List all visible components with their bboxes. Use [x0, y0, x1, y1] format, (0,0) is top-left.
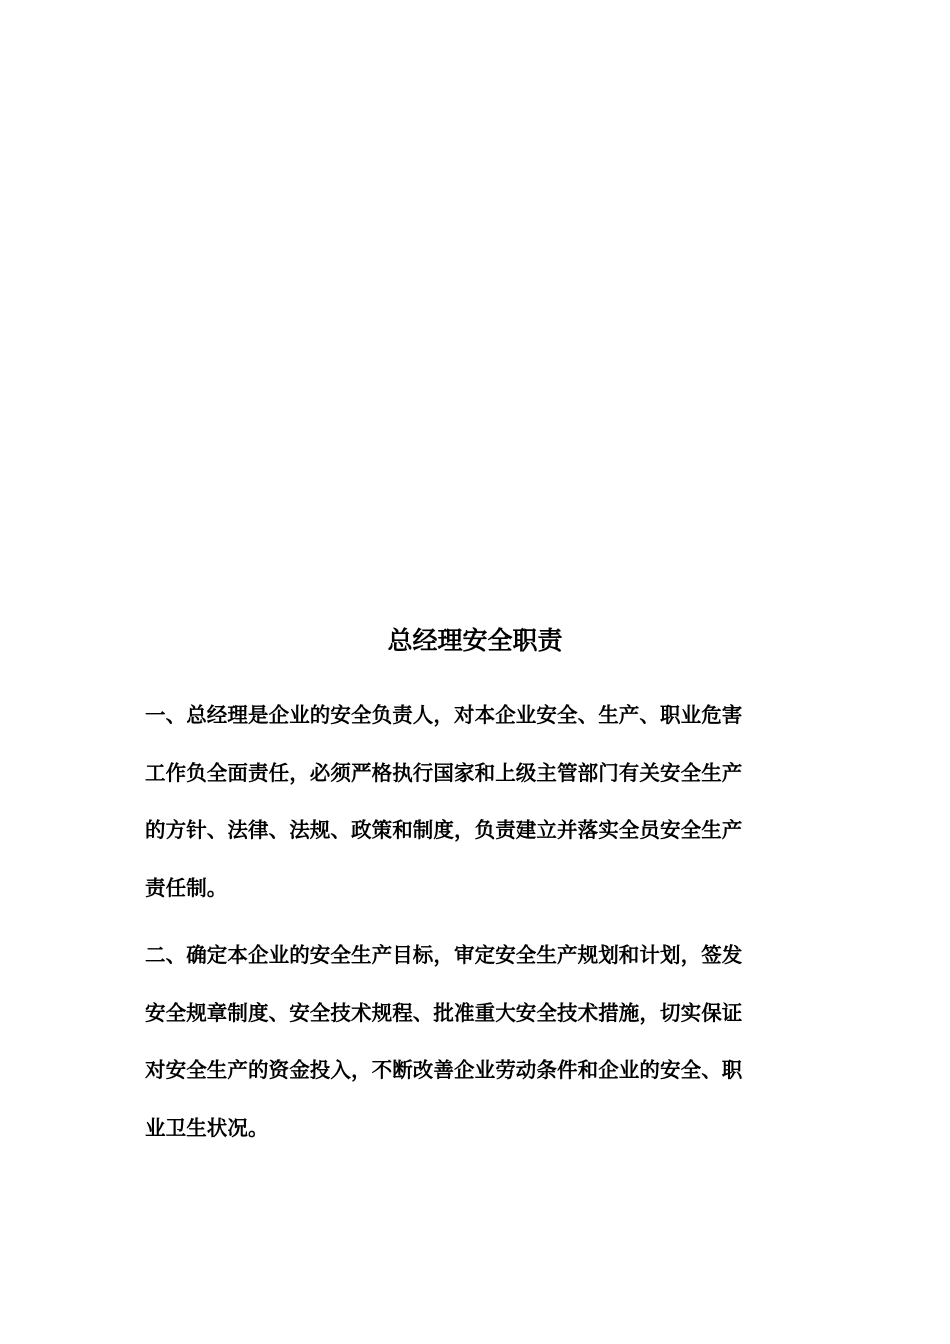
paragraph-2 [145, 935, 807, 1165]
paragraph-1 [145, 695, 807, 925]
paragraph-gap [145, 925, 807, 935]
paragraph-line: 二、确定本企业的安全生产目标，审定安全生产规划和计划，签发 [145, 943, 743, 967]
paragraph-line: 责任制。 [145, 875, 228, 900]
paragraph-line: 的方针、法律、法规、政策和制度，负责建立并落实全员安全生产 [145, 818, 743, 842]
paragraph-line: 业卫生状况。 [145, 1115, 269, 1140]
document-title: 总经理安全职责 [387, 626, 563, 655]
document-body [145, 695, 807, 1165]
paragraph-line: 一、总经理是企业的安全负责人，对本企业安全、生产、职业危害 [145, 703, 743, 727]
paragraph-line: 安全规章制度、安全技术规程、批准重大安全技术措施，切实保证 [145, 1000, 743, 1025]
paragraph-line: 对安全生产的资金投入，不断改善企业劳动条件和企业的安全、职 [145, 1058, 743, 1082]
paragraph-line: 工作负全面责任，必须严格执行国家和上级主管部门有关安全生产 [145, 760, 743, 785]
